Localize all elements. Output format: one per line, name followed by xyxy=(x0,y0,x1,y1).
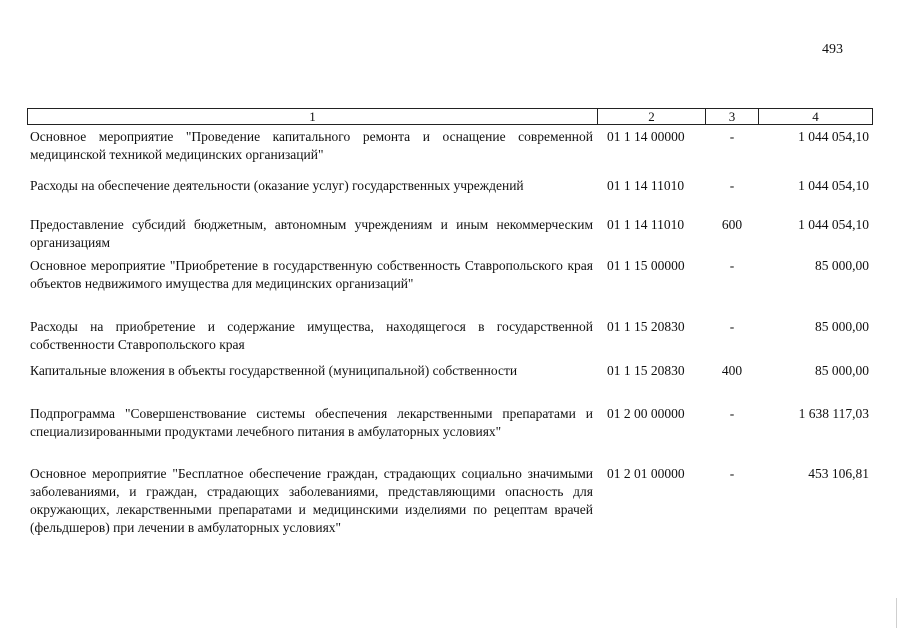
row-expense-type: 400 xyxy=(721,363,743,378)
row-amount: 85 000,00 xyxy=(815,319,869,334)
row-expense-type: - xyxy=(729,406,735,421)
row-amount: 85 000,00 xyxy=(815,363,869,378)
row-code: 01 1 15 00000 xyxy=(607,258,685,273)
row-description: Расходы на приобретение и содержание имущества, находящегося в государственной собственности Ставропольского края xyxy=(30,319,593,352)
row-expense-type: - xyxy=(729,129,735,144)
header-col-1: 1 xyxy=(28,109,598,124)
row-amount: 453 106,81 xyxy=(808,466,869,481)
row-description: Капитальные вложения в объекты государственной (муниципальной) собственности xyxy=(30,363,518,378)
row-amount: 1 044 054,10 xyxy=(798,178,869,193)
row-expense-type: - xyxy=(729,319,735,334)
row-amount: 1 044 054,10 xyxy=(798,217,869,232)
header-col-2: 2 xyxy=(598,109,706,124)
row-expense-type: - xyxy=(729,258,735,273)
row-description: Основное мероприятие "Приобретение в государственную собственность Ставропольского края объектов недвижимого имущества для медицинских организаций" xyxy=(30,258,593,291)
page-number: 493 xyxy=(822,42,843,57)
row-description: Основное мероприятие "Бесплатное обеспечение граждан, страдающих социально значимыми заболеваниями, и граждан, страдающих заболеваниями, представляющими опасность для окружающих, лекарственными препаратами и медицинскими изделиями по рецептам врачей (фельдшеров) при лечении в амбулаторных условиях" xyxy=(30,466,593,535)
row-code: 01 1 14 11010 xyxy=(607,178,685,193)
scan-artifact-line xyxy=(896,598,897,628)
row-expense-type: 600 xyxy=(721,217,743,232)
row-amount: 1 044 054,10 xyxy=(798,129,869,144)
row-description: Основное мероприятие "Проведение капитального ремонта и оснащение современной медицинской техникой медицинских организаций" xyxy=(30,129,593,162)
row-code: 01 1 14 11010 xyxy=(607,217,685,232)
header-col-3: 3 xyxy=(706,109,759,124)
row-description: Расходы на обеспечение деятельности (оказание услуг) государственных учреждений xyxy=(30,178,524,193)
row-code: 01 1 15 20830 xyxy=(607,319,685,334)
row-amount: 1 638 117,03 xyxy=(798,406,869,421)
row-expense-type: - xyxy=(729,178,735,193)
row-description: Подпрограмма "Совершенствование системы обеспечения лекарственными препаратами и специализированными продуктами лечебного питания в амбулаторных условиях" xyxy=(30,406,593,439)
row-description: Предоставление субсидий бюджетным, автономным учреждениям и иным некоммерческим организациям xyxy=(30,217,593,250)
header-col-4: 4 xyxy=(812,109,819,124)
row-code: 01 1 15 20830 xyxy=(607,363,685,378)
row-expense-type: - xyxy=(729,466,735,481)
row-code: 01 2 01 00000 xyxy=(607,466,685,481)
row-amount: 85 000,00 xyxy=(815,258,869,273)
row-code: 01 2 00 00000 xyxy=(607,406,685,421)
table-header xyxy=(27,108,873,125)
row-code: 01 1 14 00000 xyxy=(607,129,685,144)
